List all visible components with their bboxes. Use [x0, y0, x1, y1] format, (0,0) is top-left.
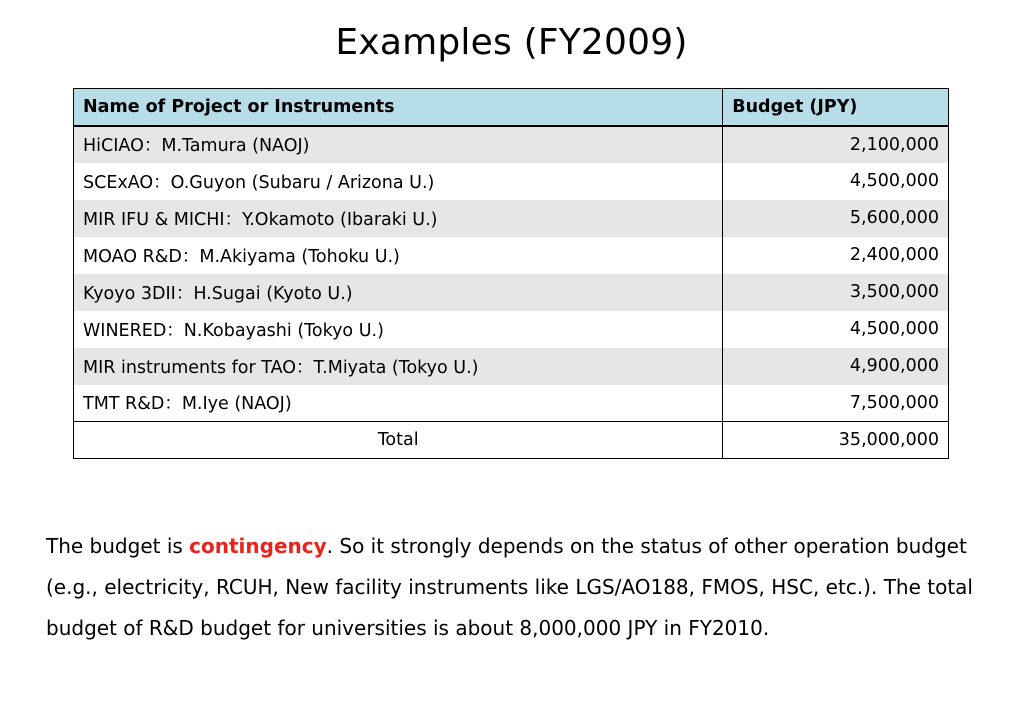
- table-row: [74, 126, 949, 163]
- project-name-cell: HiCIAO：M.Tamura (NAOJ): [74, 126, 723, 163]
- total-budget: 35,000,000: [723, 422, 949, 459]
- budget-cell: 4,500,000: [723, 311, 949, 348]
- table-row: [74, 274, 949, 311]
- project-name-cell: MOAO R&D：M.Akiyama (Tohoku U.): [74, 237, 723, 274]
- note-highlight: contingency: [189, 534, 327, 558]
- table-row: [74, 348, 949, 385]
- budget-cell: 2,400,000: [723, 237, 949, 274]
- budget-cell: 5,600,000: [723, 200, 949, 237]
- budget-table: [73, 88, 949, 459]
- table-row: [74, 163, 949, 200]
- note-prefix: The budget is: [46, 534, 190, 558]
- project-name-cell: MIR instruments for TAO：T.Miyata (Tokyo U.): [74, 348, 723, 385]
- table-row: [74, 200, 949, 237]
- project-name-cell: SCExAO：O.Guyon (Subaru / Arizona U.): [74, 163, 723, 200]
- total-row: [74, 422, 949, 459]
- table-row: [74, 237, 949, 274]
- table-header-row: [74, 89, 949, 126]
- budget-cell: 3,500,000: [723, 274, 949, 311]
- project-name-cell: TMT R&D：M.Iye (NAOJ): [74, 385, 723, 422]
- project-name-cell: Kyoyo 3DII：H.Sugai (Kyoto U.): [74, 274, 723, 311]
- column-header-name: Name of Project or Instruments: [74, 89, 723, 126]
- table-row: [74, 311, 949, 348]
- total-label: Total: [74, 422, 723, 459]
- project-name-cell: MIR IFU & MICHI：Y.Okamoto (Ibaraki U.): [74, 200, 723, 237]
- page-title: Examples (FY2009): [335, 22, 688, 63]
- column-header-budget: Budget (JPY): [723, 89, 949, 126]
- note-suffix: . So it strongly depends on the status of other operation budget (e.g., electricity, RCUH, New facility instruments like LGS/AO188, FMOS, HSC, etc.). The total budget of R&D budget for universities is about 8,000,000 JPY in FY2010.: [46, 534, 973, 640]
- budget-cell: 7,500,000: [723, 385, 949, 422]
- project-name-cell: WINERED：N.Kobayashi (Tokyo U.): [74, 311, 723, 348]
- budget-note: [46, 526, 986, 649]
- budget-cell: 2,100,000: [723, 126, 949, 163]
- budget-cell: 4,500,000: [723, 163, 949, 200]
- budget-cell: 4,900,000: [723, 348, 949, 385]
- table-row: [74, 385, 949, 422]
